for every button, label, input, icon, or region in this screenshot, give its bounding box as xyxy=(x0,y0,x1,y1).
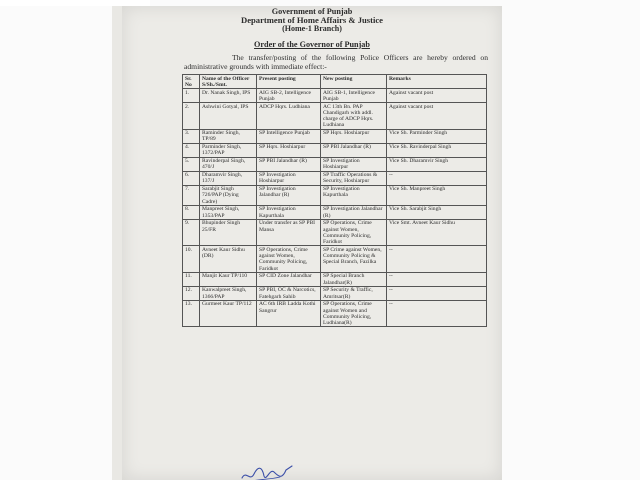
table-row xyxy=(183,143,487,157)
cell-remarks: Against vacant post xyxy=(387,103,487,130)
cell-officer-name: Manpreet Singh, 1353/PAP xyxy=(200,205,257,219)
cell-new-posting: SP Traffic Operations & Security, Hoshiarpur xyxy=(321,171,387,185)
cell-officer-name: Manjit Kaur TP/110 xyxy=(200,272,257,286)
table-row xyxy=(183,219,487,246)
cell-present-posting: SP Investigation Hoshiarpur xyxy=(257,171,321,185)
cell-remarks: Vice Sh. Manpreet Singh xyxy=(387,185,487,205)
document-sheet xyxy=(122,6,502,480)
cell-new-posting: SP Security & Traffic, Amritsar(R) xyxy=(321,286,387,300)
cell-present-posting: SP Investigation Kapurthala xyxy=(257,205,321,219)
cell-sr-no: 12. xyxy=(183,286,200,300)
cell-sr-no: 1. xyxy=(183,89,200,103)
cell-remarks: Vice Smt. Avneet Kaur Sidhu xyxy=(387,219,487,246)
cell-present-posting: SP Intelligence Punjab xyxy=(257,129,321,143)
posting-table xyxy=(182,74,487,327)
cell-new-posting: SP Investigation Jalandhar (R) xyxy=(321,205,387,219)
cell-sr-no: 7. xyxy=(183,185,200,205)
cell-new-posting: AC 13th Bn. PAP Chandigarh with addl. charge of ADCP Hqrs. Ludhiana xyxy=(321,103,387,130)
cell-remarks: -- xyxy=(387,171,487,185)
signature-mark xyxy=(240,458,294,480)
cell-present-posting: SP Investigation Jalandhar (R) xyxy=(257,185,321,205)
cell-officer-name: Dharamvir Singh, 137/J xyxy=(200,171,257,185)
cell-new-posting: SP Investigation Kapurthala xyxy=(321,185,387,205)
cell-sr-no: 4. xyxy=(183,143,200,157)
cell-sr-no: 2. xyxy=(183,103,200,130)
cell-officer-name: Sarabjit Singh 726/PAP (Dying Cadre) xyxy=(200,185,257,205)
cell-remarks: -- xyxy=(387,300,487,327)
cell-new-posting: SP PBI Jalandhar (R) xyxy=(321,143,387,157)
cell-officer-name: Bhupinder Singh 25/FR xyxy=(200,219,257,246)
table-header-row xyxy=(183,75,487,89)
cell-officer-name: Kanwalpreet Singh, 1366/PAP xyxy=(200,286,257,300)
cell-remarks: Vice Sh. Ravinderpal Singh xyxy=(387,143,487,157)
intro-paragraph: The transfer/posting of the following Police Officers are hereby ordered on administrative grounds with immediate effect:- xyxy=(184,52,488,72)
document-header xyxy=(122,8,502,33)
cell-new-posting: SP Hqrs. Hoshiarpur xyxy=(321,129,387,143)
table-row xyxy=(183,272,487,286)
table-row xyxy=(183,171,487,185)
header-present-posting: Present posting xyxy=(257,75,321,89)
table-row xyxy=(183,300,487,327)
table-row xyxy=(183,286,487,300)
cell-remarks: Against vacant post xyxy=(387,89,487,103)
cell-present-posting: SP Operations, Crime against Women, Community Policing, Faridkot xyxy=(257,246,321,273)
cell-officer-name: Ravinderpal Singh, 470/J xyxy=(200,157,257,171)
cell-new-posting: SP Investigation Hoshiarpur xyxy=(321,157,387,171)
cell-remarks: -- xyxy=(387,286,487,300)
cell-new-posting: AIG SB-1, Intelligence Punjab xyxy=(321,89,387,103)
cell-new-posting: SP Operations, Crime against Women and Community Policing, Ludhiana(R) xyxy=(321,300,387,327)
cell-officer-name: Dr. Nanak Singh, IPS xyxy=(200,89,257,103)
cell-present-posting: ADCP Hqrs. Ludhiana xyxy=(257,103,321,130)
cell-sr-no: 9. xyxy=(183,219,200,246)
cell-present-posting: AC 6th IRB Ladda Kothi Sangrur xyxy=(257,300,321,327)
cell-present-posting: SP PBI Jalandhar (R) xyxy=(257,157,321,171)
cell-present-posting: Under transfer as SP PBI Mansa xyxy=(257,219,321,246)
cell-present-posting: SP CID Zone Jalandhar xyxy=(257,272,321,286)
cell-present-posting: SP Hqrs. Hoshiarpur xyxy=(257,143,321,157)
table-row xyxy=(183,103,487,130)
cell-remarks: Vice Sh. Sarabjit Singh xyxy=(387,205,487,219)
cell-sr-no: 8. xyxy=(183,205,200,219)
table-row xyxy=(183,89,487,103)
cell-remarks: -- xyxy=(387,246,487,273)
table-row xyxy=(183,157,487,171)
cell-sr-no: 10. xyxy=(183,246,200,273)
cell-officer-name: Parminder Singh, 1372/PAP xyxy=(200,143,257,157)
header-sr-no: Sr. No xyxy=(183,75,200,89)
table-row xyxy=(183,129,487,143)
cell-sr-no: 3. xyxy=(183,129,200,143)
cell-remarks: -- xyxy=(387,272,487,286)
cell-remarks: Vice Sh. Parminder Singh xyxy=(387,129,487,143)
header-government: Government of Punjab xyxy=(271,7,353,16)
table-body xyxy=(183,89,487,327)
table-row xyxy=(183,205,487,219)
header-remarks: Remarks xyxy=(387,75,487,89)
cell-officer-name: Raminder Singh, TP/89 xyxy=(200,129,257,143)
order-title: Order of the Governor of Punjab xyxy=(254,39,370,49)
cell-new-posting: SP Crime against Women, Community Policing & Special Branch, Fazilka xyxy=(321,246,387,273)
table-row xyxy=(183,246,487,273)
cell-officer-name: Gurmeet Kaur TP/112 xyxy=(200,300,257,327)
cell-remarks: Vice Sh. Dharamvir Singh xyxy=(387,157,487,171)
header-department: Department of Home Affairs & Justice xyxy=(241,15,383,26)
table-row xyxy=(183,185,487,205)
cell-new-posting: SP Operations, Crime against Women, Community Policing, Faridkot xyxy=(321,219,387,246)
cell-sr-no: 6. xyxy=(183,171,200,185)
header-new-posting: New posting xyxy=(321,75,387,89)
header-branch: (Home-1 Branch) xyxy=(282,23,342,33)
cell-present-posting: AIG SB-2, Intelligence Punjab xyxy=(257,89,321,103)
cell-present-posting: SP PBI, OC & Narcotics, Fatehgarh Sahib xyxy=(257,286,321,300)
cell-sr-no: 13. xyxy=(183,300,200,327)
header-officer-name: Name of the Officer S/Sh./Smt. xyxy=(200,75,257,89)
cell-officer-name: Avneet Kaur Sidhu (DR) xyxy=(200,246,257,273)
cell-officer-name: Ashwini Gotyal, IPS xyxy=(200,103,257,130)
cell-sr-no: 5. xyxy=(183,157,200,171)
cell-new-posting: SP Special Branch Jalandhar(R) xyxy=(321,272,387,286)
cell-sr-no: 11. xyxy=(183,272,200,286)
